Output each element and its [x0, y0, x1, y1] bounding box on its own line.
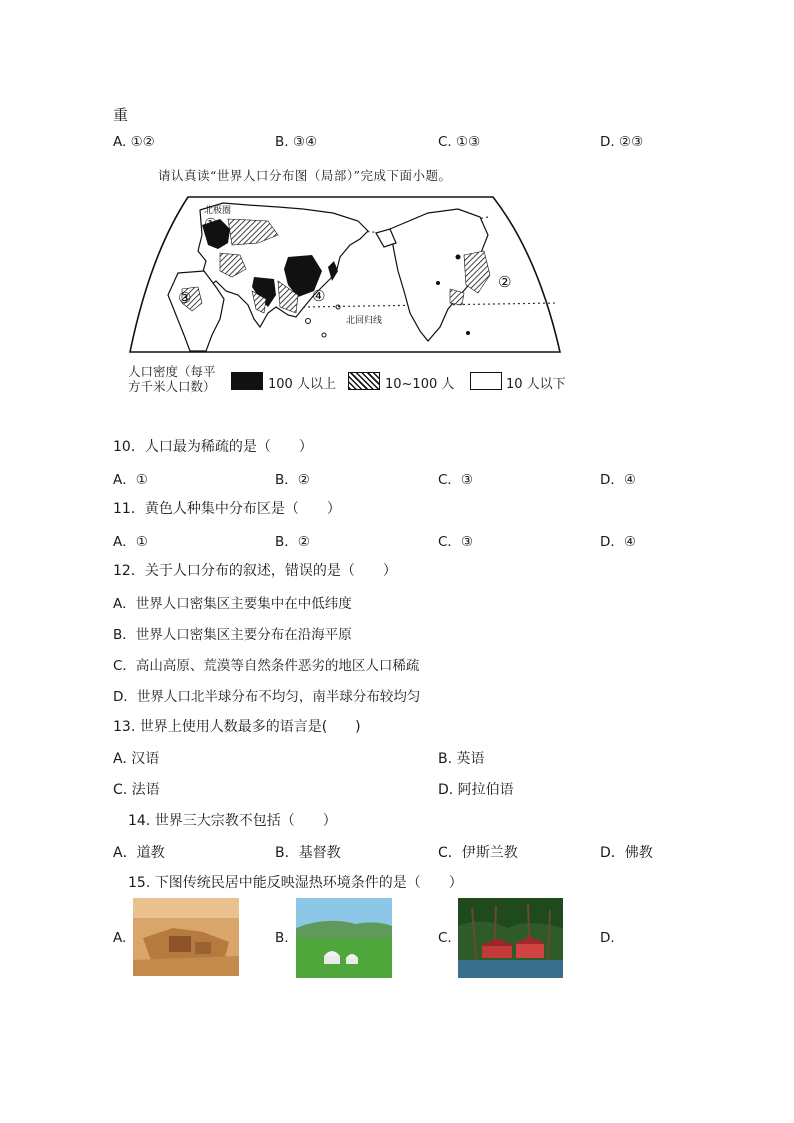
q11-option-a[interactable]: A．①: [113, 534, 148, 550]
legend-dense-swatch: [231, 372, 263, 390]
prev-option-b[interactable]: B. ③④: [275, 134, 318, 150]
stilt-house-tropics-image[interactable]: [458, 898, 563, 978]
q11-option-c[interactable]: C．③: [438, 534, 474, 550]
q10-option-a[interactable]: A．①: [113, 472, 148, 488]
prev-option-d[interactable]: D. ②③: [600, 134, 644, 150]
na-city-dot: [436, 281, 440, 285]
question-13-stem: 13. 世界上使用人数最多的语言是( ): [113, 719, 361, 735]
world-population-map: [128, 195, 563, 355]
q10-option-d[interactable]: D．④: [600, 472, 636, 488]
tropic-label: 北回归线: [346, 316, 383, 326]
q13-option-a[interactable]: A. 汉语: [113, 751, 160, 767]
region-3-label: ③: [178, 289, 192, 307]
legend-medium-label: 10~100 人: [385, 377, 455, 392]
region-2-label: ②: [498, 273, 512, 291]
question-15-stem: 15. 下图传统民居中能反映湿热环境条件的是（ ）: [128, 875, 463, 891]
q15-option-b[interactable]: B.: [275, 930, 289, 946]
q15-option-d[interactable]: D.: [600, 930, 615, 946]
question-11-stem: 11．黄色人种集中分布区是（ ）: [113, 501, 341, 517]
q10-option-b[interactable]: B．②: [275, 472, 310, 488]
q15-option-c[interactable]: C.: [438, 930, 452, 946]
q14-option-b[interactable]: B．基督教: [275, 845, 341, 861]
legend-sparse-label: 10 人以下: [506, 377, 566, 392]
legend-medium-swatch: [348, 372, 380, 390]
legend-title-line2: 方千米人口数）: [128, 379, 216, 394]
question-10-stem: 10．人口最为稀疏的是（ ）: [113, 439, 313, 455]
q11-option-d[interactable]: D．④: [600, 534, 636, 550]
legend-title: [128, 364, 216, 394]
prev-option-c[interactable]: C. ①③: [438, 134, 481, 150]
legend-sparse-swatch: [470, 372, 502, 390]
q11-option-b[interactable]: B．②: [275, 534, 310, 550]
q12-option-b[interactable]: B．世界人口密集区主要分布在沿海平原: [113, 627, 352, 643]
q14-option-c[interactable]: C．伊斯兰教: [438, 845, 518, 861]
desert-earth-dwelling-image[interactable]: [133, 898, 239, 976]
region-1-label: ①: [204, 215, 218, 233]
q12-option-c[interactable]: C．高山高原、荒漠等自然条件恶劣的地区人口稀疏: [113, 658, 420, 674]
map-svg: [128, 195, 563, 355]
arctic-label: 北极圈: [204, 206, 232, 216]
q12-option-a[interactable]: A．世界人口密集区主要集中在中低纬度: [113, 596, 352, 612]
q15-option-a[interactable]: A.: [113, 930, 127, 946]
q12-option-d[interactable]: D．世界人口北半球分布不均匀，南半球分布较均匀: [113, 689, 421, 705]
q14-option-a[interactable]: A．道教: [113, 845, 165, 861]
prev-question-tail: 重: [113, 106, 129, 124]
q13-option-d[interactable]: D. 阿拉伯语: [438, 782, 514, 798]
region-4-label: ④: [312, 287, 326, 305]
q13-option-b[interactable]: B. 英语: [438, 751, 485, 767]
question-12-stem: 12．关于人口分布的叙述，错误的是（ ）: [113, 563, 397, 579]
na-city-dot: [456, 255, 461, 260]
q13-option-c[interactable]: C. 法语: [113, 782, 160, 798]
map-intro-text: 请认真读“世界人口分布图（局部）”完成下面小题。: [158, 168, 452, 183]
legend-dense-label: 100 人以上: [268, 377, 336, 392]
question-14-stem: 14. 世界三大宗教不包括（ ）: [128, 813, 337, 829]
q14-option-d[interactable]: D．佛教: [600, 845, 653, 861]
grassland-yurt-image[interactable]: [296, 898, 392, 978]
q10-option-c[interactable]: C．③: [438, 472, 474, 488]
prev-option-a[interactable]: A. ①②: [113, 134, 155, 150]
legend-title-line1: 人口密度（每平: [128, 364, 216, 379]
na-city-dot: [466, 331, 470, 335]
